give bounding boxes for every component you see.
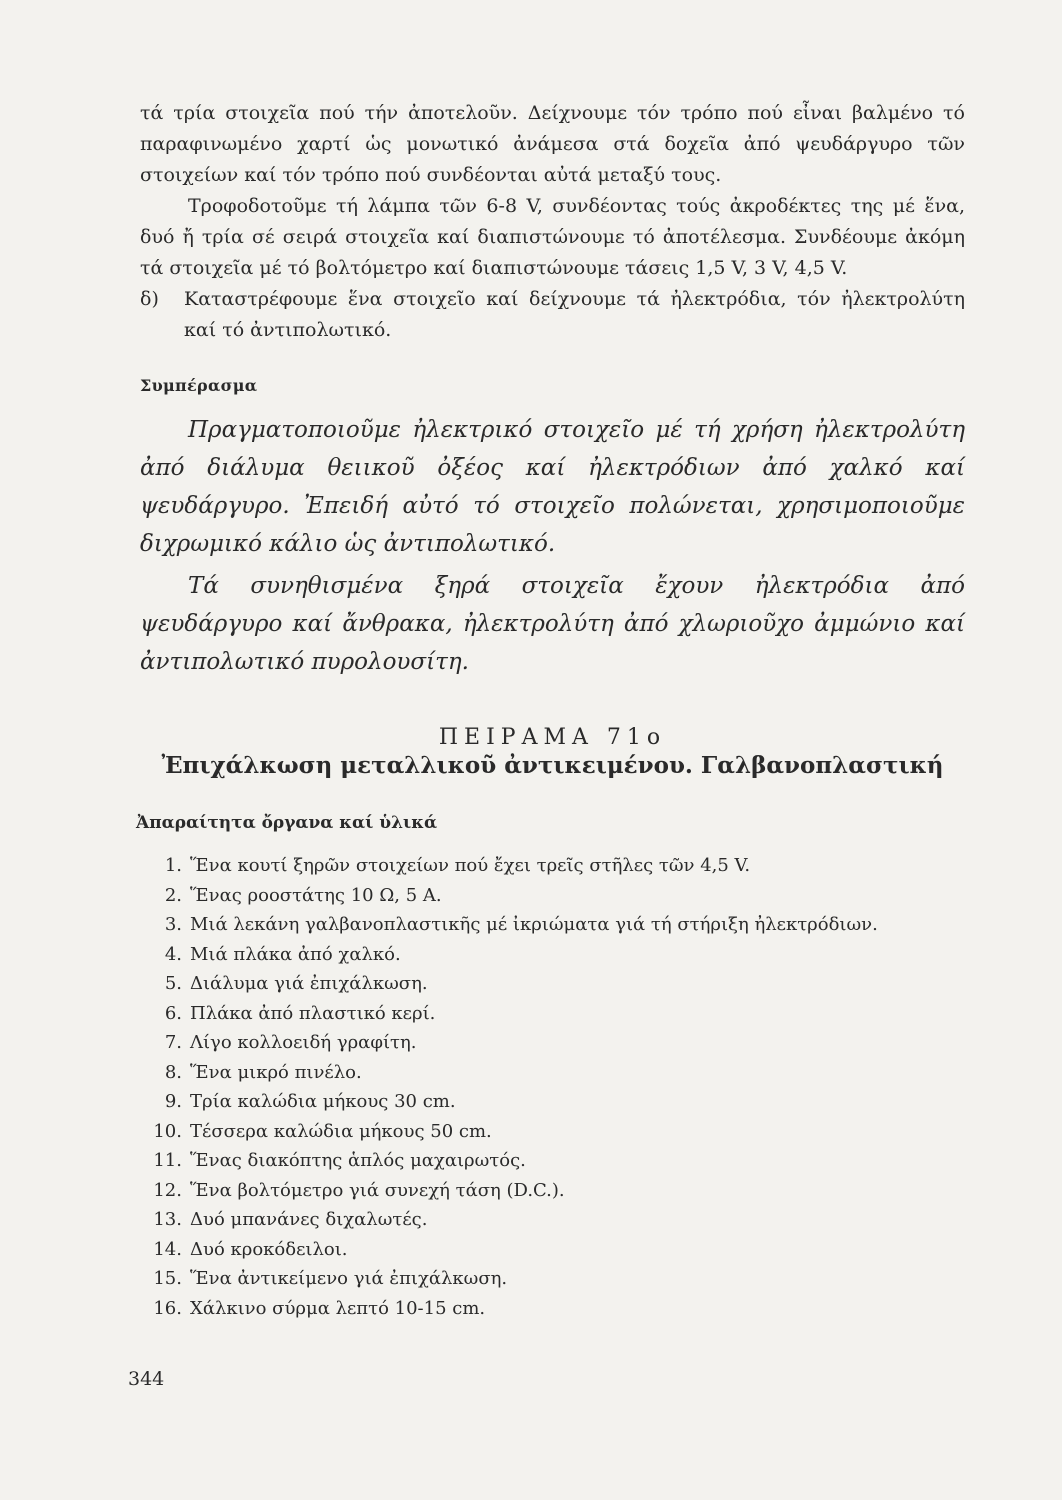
list-item: 6. Πλάκα ἀπό πλαστικό κερί. <box>164 1002 436 1024</box>
list-item: 3. Μιά λεκάνη γαλβανοπλαστικῆς μέ ἰκριώματα γιά τή στήριξη ἠλεκτρόδιων. <box>164 914 878 935</box>
list-item: 1. Ἕνα κουτί ξηρῶν στοιχείων πού ἔχει τρεῖς στῆλες τῶν 4,5 V. <box>164 855 751 876</box>
conclusion-heading: Συμπέρασμα <box>140 376 258 395</box>
list-item: 7. Λίγο κολλοειδή γραφίτη. <box>164 1032 417 1053</box>
power-paragraph: Τροφοδοτοῦμε τή λάμπα τῶν 6-8 V, συνδέοντας τούς ἀκροδέκτες της μέ ἕνα, δυό ἤ τρία σέ σειρά στοιχεῖα καί διαπιστώνουμε τό ἀποτέλεσμα. Συνδέουμε ἀκόμη τά στοιχεῖα μέ τό βολτόμετρο καί διαπιστώνουμε τάσεις 1,5 V, 3 V, 4,5 V. <box>140 195 965 279</box>
step-delta-text: Καταστρέφουμε ἕνα στοιχεῖο καί δείχνουμε τά ἠλεκτρόδια, τόν ἠλεκτρολύτη καί τό ἀντιπολωτικό. <box>184 288 965 341</box>
list-item: 14. Δυό κροκόδειλοι. <box>153 1238 348 1260</box>
list-item: 8. Ἕνα μικρό πινέλο. <box>164 1061 362 1083</box>
list-item: 2. Ἕνας ροοστάτης 10 Ω, 5 A. <box>164 884 442 906</box>
list-item: 13. Δυό μπανάνες διχαλωτές. <box>153 1209 428 1230</box>
list-item: 5. Διάλυμα γιά ἐπιχάλκωση. <box>164 973 428 994</box>
step-delta-marker: δ) <box>140 288 159 310</box>
page-number: 344 <box>128 1368 165 1390</box>
list-item: 12. Ἕνα βολτόμετρο γιά συνεχή τάση (D.C.). <box>153 1179 565 1201</box>
step-delta <box>140 284 965 346</box>
experiment-subtitle: Ἐπιχάλκωση μεταλλικοῦ ἀντικειμένου. Γαλβανοπλαστική <box>161 752 944 779</box>
conclusion-paragraph-2: Τά συνηθισμένα ξηρά στοιχεῖα ἔχουν ἠλεκτρόδια ἀπό ψευδάργυρο καί ἄνθρακα, ἠλεκτρολύτη ἀπό χλωριοῦχο ἀμμώνιο καί ἀντιπολωτικό πυρολουσίτη. <box>140 573 965 675</box>
list-item: 9. Τρία καλώδια μήκους 30 cm. <box>164 1091 456 1112</box>
page-body <box>136 98 965 1323</box>
materials-list <box>140 851 965 1323</box>
conclusion-paragraph-1: Πραγματοποιοῦμε ἠλεκτρικό στοιχεῖο μέ τή χρήση ἠλεκτρολύτη ἀπό διάλυμα θειικοῦ ὀξέος καί ἠλεκτρόδιων ἀπό χαλκό καί ψευδάργυρο. Ἐπειδή αὐτό τό στοιχεῖο πολώνεται, χρησιμοποιοῦμε διχρωμικό κάλιο ὡς ἀντιπολωτικό. <box>140 417 965 557</box>
list-item: 15. Ἕνα ἀντικείμενο γιά ἐπιχάλκωση. <box>153 1268 508 1289</box>
list-item: 10. Τέσσερα καλώδια μήκους 50 cm. <box>153 1120 492 1142</box>
materials-heading: Ἀπαραίτητα ὄργανα καί ὑλικά <box>136 813 438 833</box>
intro-paragraph: τά τρία στοιχεῖα πού τήν ἀποτελοῦν. Δείχνουμε τόν τρόπο πού εἶναι βαλμένο τό παραφινωμένο χαρτί ὡς μονωτικό ἀνάμεσα στά δοχεῖα ἀπό ψευδάργυρο τῶν στοιχείων καί τόν τρόπο πού συνδέονται αὐτά μεταξύ τους. <box>140 102 965 186</box>
experiment-title: ΠΕΙΡΑΜΑ 71ο <box>438 725 667 750</box>
list-item: 11. Ἕνας διακόπτης ἁπλός μαχαιρωτός. <box>153 1150 526 1171</box>
list-item: 16. Χάλκινο σύρμα λεπτό 10-15 cm. <box>153 1297 486 1319</box>
list-item: 4. Μιά πλάκα ἀπό χαλκό. <box>164 943 401 965</box>
